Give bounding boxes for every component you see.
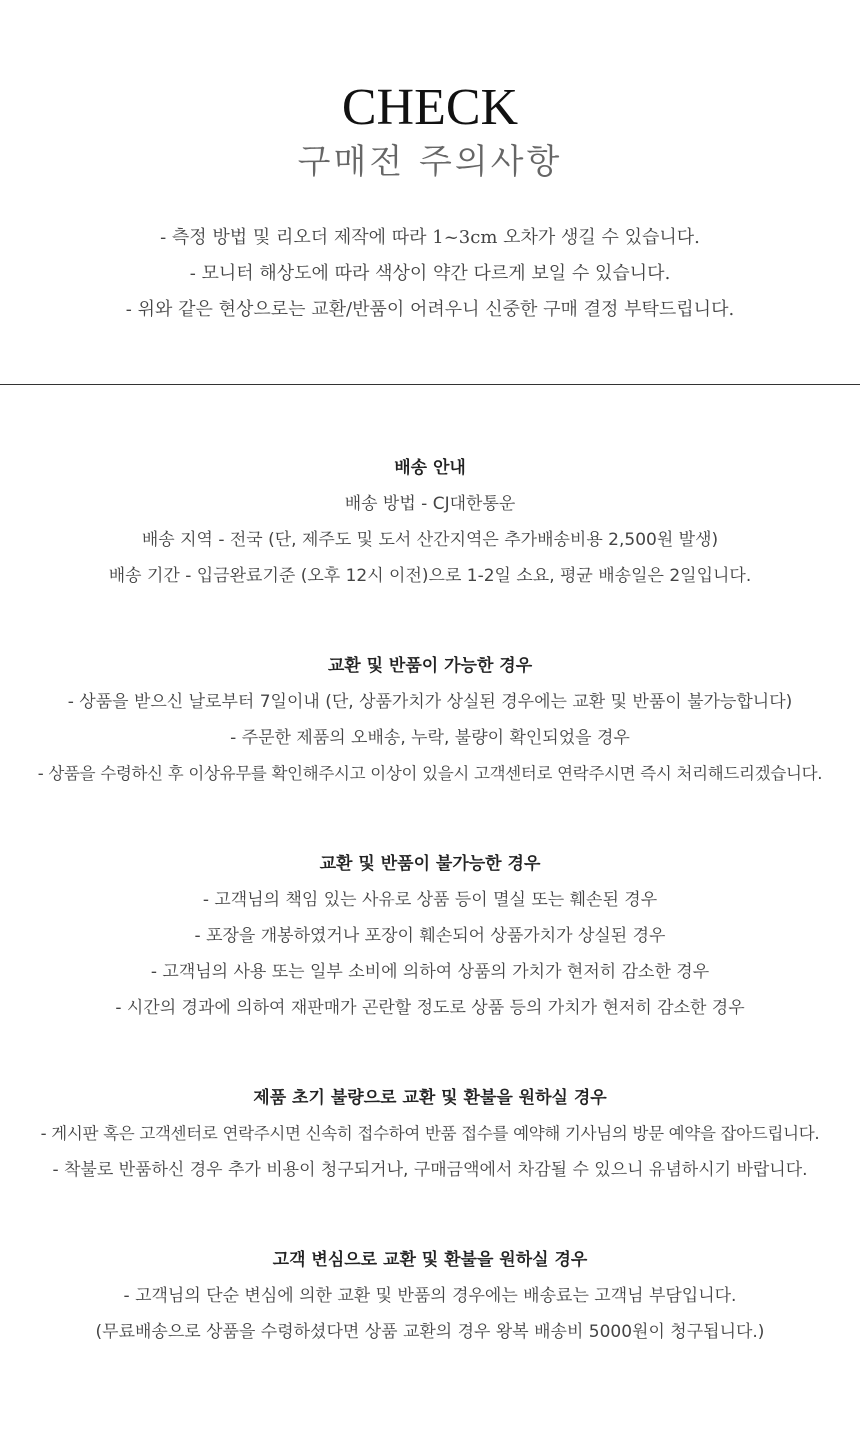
section-line: (무료배송으로 상품을 수령하셨다면 상품 교환의 경우 왕복 배송비 5000원이 청구됩니다.) — [95, 1322, 765, 1342]
section-heading: 교환 및 반품이 불가능한 경우 — [319, 854, 541, 874]
info-sections — [0, 450, 860, 1404]
section-heading: 배송 안내 — [394, 458, 466, 478]
section-line: - 고객님의 단순 변심에 의한 교환 및 반품의 경우에는 배송료는 고객님 부담입니다. — [123, 1286, 737, 1306]
check-note: - 위와 같은 현상으로는 교환/반품이 어려우니 신중한 구매 결정 부탁드립니다. — [125, 299, 735, 320]
section-line: - 게시판 혹은 고객센터로 연락주시면 신속히 접수하여 반품 접수를 예약해 기사님의 방문 예약을 잡아드립니다. — [40, 1124, 820, 1143]
section-line: - 시간의 경과에 의하여 재판매가 곤란할 정도로 상품 등의 가치가 현저히 감소한 경우 — [115, 998, 745, 1018]
section-line: 배송 기간 - 입금완료기준 (오후 12시 이전)으로 1-2일 소요, 평균 배송일은 2일입니다. — [108, 566, 752, 586]
section-line: - 상품을 수령하신 후 이상유무를 확인해주시고 이상이 있을시 고객센터로 연락주시면 즉시 처리해드리겠습니다. — [37, 764, 823, 783]
section-line: - 고객님의 책임 있는 사유로 상품 등이 멸실 또는 훼손된 경우 — [202, 890, 658, 910]
section-line: - 주문한 제품의 오배송, 누락, 불량이 확인되었을 경우 — [230, 728, 630, 748]
section-line: - 포장을 개봉하였거나 포장이 훼손되어 상품가치가 상실된 경우 — [194, 926, 666, 946]
check-note: - 측정 방법 및 리오더 제작에 따라 1~3cm 오차가 생길 수 있습니다. — [160, 227, 700, 248]
return-possible-section — [0, 648, 860, 792]
section-heading: 제품 초기 불량으로 교환 및 환불을 원하실 경우 — [253, 1088, 607, 1108]
shipping-info-section — [0, 450, 860, 594]
return-impossible-section — [0, 846, 860, 1026]
section-line: - 착불로 반품하신 경우 추가 비용이 청구되거나, 구매금액에서 차감될 수 있으니 유념하시기 바랍니다. — [52, 1160, 808, 1180]
section-line: - 고객님의 사용 또는 일부 소비에 의하여 상품의 가치가 현저히 감소한 경우 — [150, 962, 710, 982]
check-notes — [0, 220, 860, 328]
defect-refund-section — [0, 1080, 860, 1188]
change-of-mind-section — [0, 1242, 860, 1350]
check-subtitle: 구매전 주의사항 — [297, 142, 563, 182]
section-line: - 상품을 받으신 날로부터 7일이내 (단, 상품가치가 상실된 경우에는 교환 및 반품이 불가능합니다) — [67, 692, 793, 712]
check-title: CHECK — [341, 79, 519, 136]
section-line: 배송 지역 - 전국 (단, 제주도 및 도서 산간지역은 추가배송비용 2,500원 발생) — [141, 530, 719, 550]
section-heading: 고객 변심으로 교환 및 환불을 원하실 경우 — [272, 1250, 588, 1270]
section-line: 배송 방법 - CJ대한통운 — [344, 494, 516, 514]
section-heading: 교환 및 반품이 가능한 경우 — [327, 656, 533, 676]
section-divider — [0, 384, 860, 385]
check-note: - 모니터 해상도에 따라 색상이 약간 다르게 보일 수 있습니다. — [189, 263, 671, 284]
check-header — [0, 0, 860, 385]
